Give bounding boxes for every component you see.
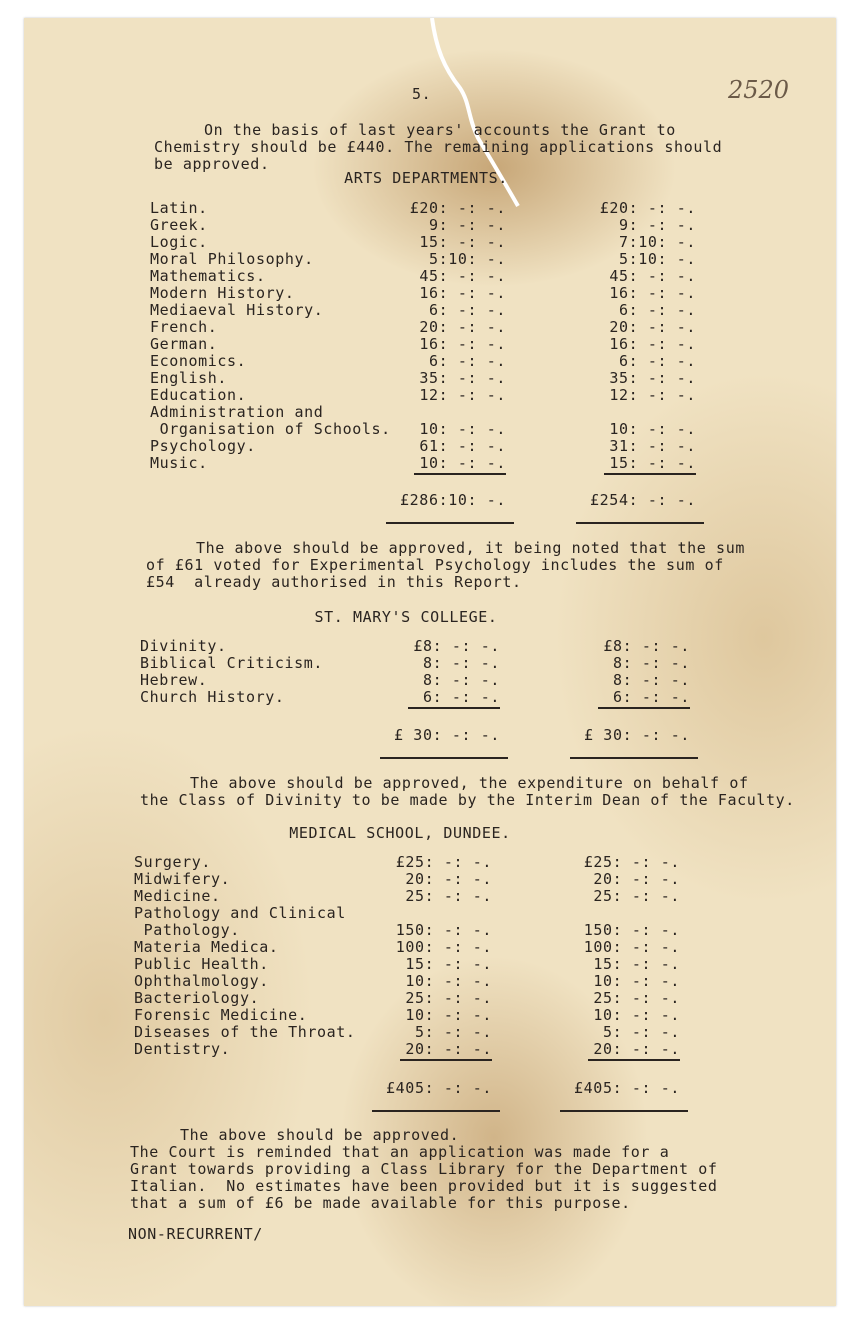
amount-recommended: 45: -: -. <box>609 267 696 285</box>
amount-recommended: 100: -: -. <box>583 938 680 956</box>
amount-applied: £8: -: -. <box>413 637 500 655</box>
total-recommended: £254: -: -. <box>590 491 696 509</box>
paragraph-line: of £61 voted for Experimental Psychology includes the sum of <box>146 556 724 574</box>
amount-applied: 61: -: -. <box>419 437 506 455</box>
amount-recommended: 20: -: -. <box>593 870 680 888</box>
amount-applied: 10: -: -. <box>419 420 506 438</box>
amount-applied: 20: -: -. <box>419 318 506 336</box>
amount-recommended: 6: -: -. <box>618 352 696 370</box>
amount-recommended: 10: -: -. <box>609 420 696 438</box>
total-applied: £286:10: -. <box>400 491 506 509</box>
section-heading: ARTS DEPARTMENTS. <box>344 169 508 187</box>
row-label: Biblical Criticism. <box>140 654 323 672</box>
total-recommended: £405: -: -. <box>574 1079 680 1097</box>
row-label: Mathematics. <box>150 267 266 285</box>
amount-applied: 8: -: -. <box>422 671 500 689</box>
amount-recommended: 15: -: -. <box>593 955 680 973</box>
amount-recommended: 20: -: -. <box>609 318 696 336</box>
page-number: 5. <box>412 85 432 103</box>
amount-applied: 20: -: -. <box>405 870 492 888</box>
paragraph-line: that a sum of £6 be made available for this purpose. <box>130 1194 631 1212</box>
row-label: Moral Philosophy. <box>150 250 314 268</box>
amount-applied: 150: -: -. <box>395 921 492 939</box>
amount-recommended: 9: -: -. <box>618 216 696 234</box>
row-label: Bacteriology. <box>134 989 260 1007</box>
archive-annotation: 2520 <box>728 76 790 104</box>
total-recommended: £ 30: -: -. <box>584 726 690 744</box>
amount-recommended: 5: -: -. <box>602 1023 680 1041</box>
amount-recommended: 6: -: -. <box>618 301 696 319</box>
amount-applied: 16: -: -. <box>419 284 506 302</box>
row-label: Music. <box>150 454 208 472</box>
paragraph-line: The above should be approved, the expenditure on behalf of <box>190 774 749 792</box>
amount-recommended: 16: -: -. <box>609 335 696 353</box>
continuation-marker: NON-RECURRENT/ <box>128 1225 263 1243</box>
row-label: Church History. <box>140 688 285 706</box>
total-rule <box>380 757 508 759</box>
amount-recommended: 10: -: -. <box>593 972 680 990</box>
amount-applied: 20: -: -. <box>405 1040 492 1058</box>
amount-recommended: 25: -: -. <box>593 887 680 905</box>
paragraph-line: Chemistry should be £440. The remaining applications should <box>154 138 723 156</box>
amount-applied: 100: -: -. <box>395 938 492 956</box>
amount-recommended: 10: -: -. <box>593 1006 680 1024</box>
amount-applied: 5:10: -. <box>428 250 506 268</box>
row-label: Pathology. <box>134 921 240 939</box>
row-label: Psychology. <box>150 437 256 455</box>
amount-applied: 5: -: -. <box>414 1023 492 1041</box>
row-label: Ophthalmology. <box>134 972 269 990</box>
paragraph-line: The above should be approved. <box>180 1126 460 1144</box>
total-applied: £ 30: -: -. <box>394 726 500 744</box>
amount-recommended: 16: -: -. <box>609 284 696 302</box>
row-label: English. <box>150 369 228 387</box>
row-label: Diseases of the Throat. <box>134 1023 356 1041</box>
section-heading: ST. MARY'S COLLEGE. <box>314 608 498 626</box>
amount-applied: 8: -: -. <box>422 654 500 672</box>
row-label: Materia Medica. <box>134 938 279 956</box>
paragraph-line: Italian. No estimates have been provided but it is suggested <box>130 1177 718 1195</box>
subtotal-rule <box>408 707 500 709</box>
row-label: Midwifery. <box>134 870 231 888</box>
row-label: Modern History. <box>150 284 295 302</box>
total-rule <box>576 522 704 524</box>
amount-recommended: £8: -: -. <box>603 637 690 655</box>
amount-recommended: 15: -: -. <box>609 454 696 472</box>
amount-applied: 15: -: -. <box>405 955 492 973</box>
row-label: Hebrew. <box>140 671 208 689</box>
row-label: Economics. <box>150 352 247 370</box>
row-label: Surgery. <box>134 853 212 871</box>
amount-applied: 15: -: -. <box>419 233 506 251</box>
amount-recommended: 20: -: -. <box>593 1040 680 1058</box>
row-label: Divinity. <box>140 637 227 655</box>
amount-applied: 10: -: -. <box>405 1006 492 1024</box>
amount-applied: 45: -: -. <box>419 267 506 285</box>
amount-applied: 25: -: -. <box>405 887 492 905</box>
row-label: Latin. <box>150 199 208 217</box>
amount-applied: 35: -: -. <box>419 369 506 387</box>
row-label: Forensic Medicine. <box>134 1006 308 1024</box>
total-rule <box>386 522 514 524</box>
amount-applied: £20: -: -. <box>409 199 506 217</box>
amount-applied: £25: -: -. <box>395 853 492 871</box>
amount-recommended: 5:10: -. <box>618 250 696 268</box>
amount-recommended: 35: -: -. <box>609 369 696 387</box>
amount-recommended: 6: -: -. <box>612 688 690 706</box>
amount-recommended: 8: -: -. <box>612 671 690 689</box>
amount-applied: 9: -: -. <box>428 216 506 234</box>
subtotal-rule <box>400 1059 492 1061</box>
subtotal-rule <box>414 473 506 475</box>
amount-applied: 16: -: -. <box>419 335 506 353</box>
row-label: Administration and <box>150 403 324 421</box>
total-applied: £405: -: -. <box>386 1079 492 1097</box>
amount-applied: 6: -: -. <box>422 688 500 706</box>
amount-applied: 6: -: -. <box>428 301 506 319</box>
paragraph-line: The above should be approved, it being noted that the sum <box>196 539 745 557</box>
amount-recommended: 31: -: -. <box>609 437 696 455</box>
paragraph-line: the Class of Divinity to be made by the Interim Dean of the Faculty. <box>140 791 795 809</box>
paragraph-line: £54 already authorised in this Report. <box>146 573 522 591</box>
total-rule <box>570 757 698 759</box>
section-heading: MEDICAL SCHOOL, DUNDEE. <box>289 824 511 842</box>
subtotal-rule <box>604 473 696 475</box>
row-label: Dentistry. <box>134 1040 231 1058</box>
amount-applied: 25: -: -. <box>405 989 492 1007</box>
row-label: Greek. <box>150 216 208 234</box>
row-label: French. <box>150 318 218 336</box>
total-rule <box>372 1110 500 1112</box>
amount-applied: 10: -: -. <box>419 454 506 472</box>
row-label: Medicine. <box>134 887 221 905</box>
amount-applied: 12: -: -. <box>419 386 506 404</box>
amount-recommended: 12: -: -. <box>609 386 696 404</box>
row-label: Education. <box>150 386 247 404</box>
row-label: German. <box>150 335 218 353</box>
amount-recommended: 150: -: -. <box>583 921 680 939</box>
paragraph-line: The Court is reminded that an application was made for a <box>130 1143 670 1161</box>
total-rule <box>560 1110 688 1112</box>
subtotal-rule <box>598 707 690 709</box>
amount-recommended: 7:10: -. <box>618 233 696 251</box>
paragraph-line: On the basis of last years' accounts the Grant to <box>204 121 676 139</box>
paragraph-line: be approved. <box>154 155 270 173</box>
amount-recommended: 25: -: -. <box>593 989 680 1007</box>
amount-recommended: £25: -: -. <box>583 853 680 871</box>
amount-applied: 10: -: -. <box>405 972 492 990</box>
row-label: Organisation of Schools. <box>150 420 391 438</box>
row-label: Pathology and Clinical <box>134 904 346 922</box>
row-label: Mediaeval History. <box>150 301 324 319</box>
paragraph-line: Grant towards providing a Class Library for the Department of <box>130 1160 718 1178</box>
row-label: Public Health. <box>134 955 269 973</box>
amount-recommended: 8: -: -. <box>612 654 690 672</box>
subtotal-rule <box>588 1059 680 1061</box>
amount-applied: 6: -: -. <box>428 352 506 370</box>
row-label: Logic. <box>150 233 208 251</box>
amount-recommended: £20: -: -. <box>599 199 696 217</box>
